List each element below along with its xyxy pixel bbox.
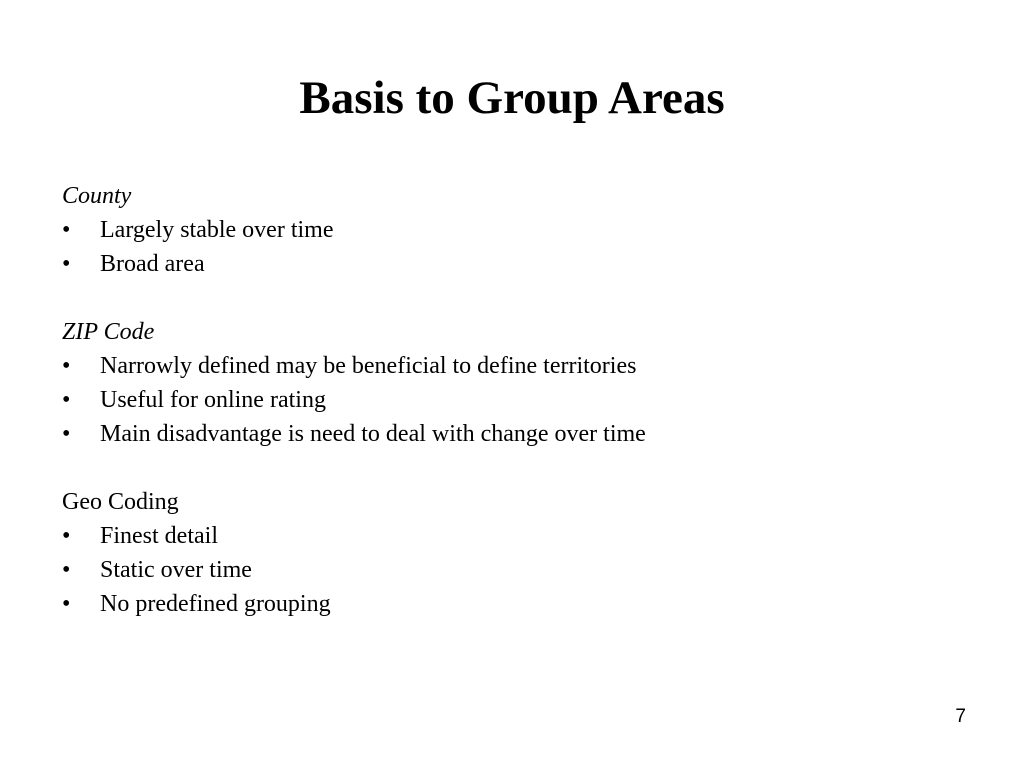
bullet-list	[62, 349, 962, 451]
section-heading: County	[62, 183, 132, 209]
list-item	[62, 417, 962, 451]
section-zip-code	[62, 315, 962, 451]
bullet-list	[62, 213, 962, 281]
slide-content	[62, 179, 962, 655]
bullet-icon: •	[62, 591, 71, 617]
bullet-text: Static over time	[100, 557, 252, 583]
bullet-icon: •	[62, 217, 71, 243]
bullet-icon: •	[62, 353, 71, 379]
bullet-text: No predefined grouping	[100, 591, 331, 617]
bullet-text: Finest detail	[100, 523, 218, 549]
list-item	[62, 383, 962, 417]
list-item	[62, 587, 962, 621]
page-number: 7	[955, 706, 966, 727]
bullet-icon: •	[62, 523, 71, 549]
bullet-list	[62, 519, 962, 621]
section-heading: ZIP Code	[62, 319, 155, 345]
section-county	[62, 179, 962, 281]
bullet-text: Largely stable over time	[100, 217, 334, 243]
list-item	[62, 553, 962, 587]
list-item	[62, 519, 962, 553]
bullet-icon: •	[62, 251, 71, 277]
section-geo-coding	[62, 485, 962, 621]
slide-title: Basis to Group Areas	[299, 72, 725, 124]
list-item	[62, 213, 962, 247]
list-item	[62, 247, 962, 281]
list-item	[62, 349, 962, 383]
section-heading: Geo Coding	[62, 489, 179, 515]
bullet-icon: •	[62, 387, 71, 413]
bullet-text: Main disadvantage is need to deal with change over time	[100, 421, 646, 447]
bullet-text: Narrowly defined may be beneficial to define territories	[100, 353, 637, 379]
bullet-icon: •	[62, 557, 71, 583]
bullet-icon: •	[62, 421, 71, 447]
bullet-text: Useful for online rating	[100, 387, 326, 413]
bullet-text: Broad area	[100, 251, 205, 277]
